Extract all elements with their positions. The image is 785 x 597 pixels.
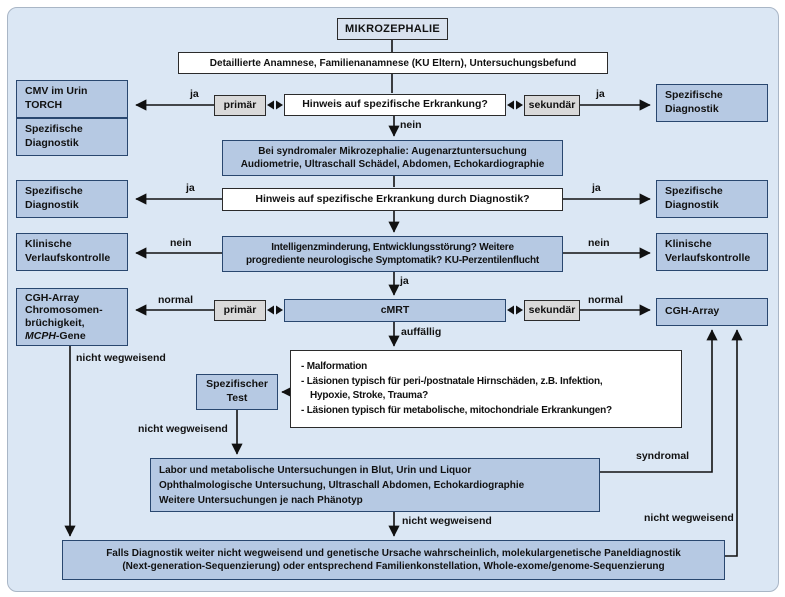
label-nicht-wegweisend-right: nicht wegweisend <box>644 512 734 524</box>
anamnese-box: Detaillierte Anamnese, Familienanamnese (KU Eltern), Untersuchungsbefund <box>178 52 608 74</box>
sekundaer-box-1: sekundär <box>524 95 580 116</box>
cmv-torch-box: CMV im Urin TORCH <box>16 80 128 118</box>
label-ja-primaer1: ja <box>190 88 199 100</box>
primaer-box-1: primär <box>214 95 266 116</box>
label-nein-intelligenz-left: nein <box>170 237 192 249</box>
intelligenz-box: Intelligenzminderung, Entwicklungsstörung? Weitere progrediente neurologische Symptomatik? KU-Perzentilenflucht <box>222 236 563 272</box>
label-normal-right: normal <box>588 294 624 306</box>
klinische-verlaufskontrolle-left: Klinische Verlaufskontrolle <box>16 233 128 271</box>
primaer-box-2: primär <box>214 300 266 321</box>
sekundaer-box-2: sekundär <box>524 300 580 321</box>
page-title: MIKROZEPHALIE <box>337 18 448 40</box>
label-ja-sekundaer1: ja <box>596 88 605 100</box>
mcph-gene-line: MCPH-Gene <box>25 329 86 342</box>
klinische-verlaufskontrolle-right: Klinische Verlaufskontrolle <box>656 233 768 271</box>
spezifische-diagnostik-left-2: Spezifische Diagnostik <box>16 180 128 218</box>
label-ja-intelligenz: ja <box>400 275 409 287</box>
spezifische-diagnostik-right-1: Spezifische Diagnostik <box>656 84 768 122</box>
label-nicht-wegweisend-left: nicht wegweisend <box>76 352 166 364</box>
cgh-array-right-box: CGH-Array <box>656 298 768 326</box>
cmrt-box: cMRT <box>284 299 506 322</box>
laesionen-box: - Malformation - Läsionen typisch für peri-/postnatale Hirnschäden, z.B. Infektion, Hypoxie, Stroke, Trauma? - Läsionen typisch für metabolische, mitochondriale Erkrankungen? <box>290 350 682 428</box>
label-nein-frage1: nein <box>400 119 422 131</box>
cgh-array-left-box: CGH-Array Chromosomen- brüchigkeit, MCPH-Gene <box>16 288 128 346</box>
label-ja-frage2-left: ja <box>186 182 195 194</box>
panel-diagnostik-box: Falls Diagnostik weiter nicht wegweisend und genetische Ursache wahrscheinlich, molekulargenetische Paneldiagnostik (Next-generation-Sequenzierung) oder entsprechend Familienkonstellation, Whole-exome/genome-Sequenzierung <box>62 540 725 580</box>
labor-box: Labor und metabolische Untersuchungen in Blut, Urin und Liquor Ophthalmologische Untersuchung, Ultraschall Abdomen, Echokardiographie Weitere Untersuchungen je nach Phänotyp <box>150 458 600 512</box>
spezifische-diagnostik-left-1: Spezifische Diagnostik <box>16 118 128 156</box>
label-nein-intelligenz-right: nein <box>588 237 610 249</box>
label-auffaellig: auffällig <box>401 326 442 338</box>
spezifischer-test-box: Spezifischer Test <box>196 374 278 410</box>
syndromal-workup-box: Bei syndromaler Mikrozephalie: Augenarztuntersuchung Audiometrie, Ultraschall Schädel, Abdomen, Echokardiographie <box>222 140 563 176</box>
frage2-box: Hinweis auf spezifische Erkrankung durch Diagnostik? <box>222 188 563 211</box>
spezifische-diagnostik-right-2: Spezifische Diagnostik <box>656 180 768 218</box>
frage1-box: Hinweis auf spezifische Erkrankung? <box>284 94 506 116</box>
label-normal-left: normal <box>158 294 194 306</box>
label-ja-frage2-right: ja <box>592 182 601 194</box>
label-syndromal: syndromal <box>636 450 690 462</box>
label-nicht-wegweisend-center: nicht wegweisend <box>402 515 492 527</box>
label-nicht-wegweisend-speztest: nicht wegweisend <box>138 423 228 435</box>
